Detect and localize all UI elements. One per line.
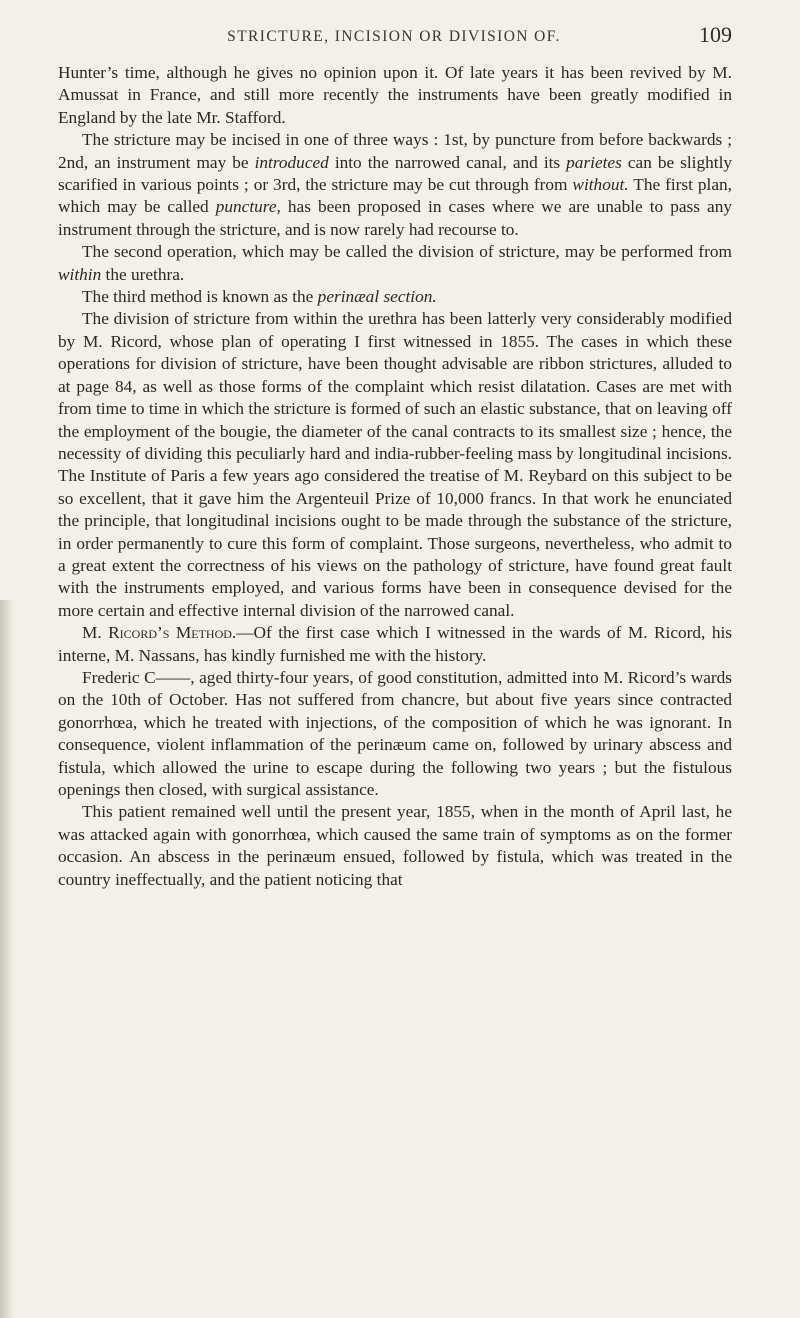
italic-text: puncture,	[215, 197, 281, 217]
paragraph	[58, 241, 732, 286]
text-segment: can be slightly scarified in various points ; or 3rd, the stricture may be cut through from	[58, 152, 733, 195]
section-heading: M. Ricord’s Method.	[82, 623, 237, 643]
text-segment: The division of stricture from within the urethra has been latterly very considerably modified by M. Ricord, whose plan of operating I first witnessed in 1855. The cases in which these operations for division of stricture, have been thought advisable are ribbon strictures, alluded to at page 84, as well as those forms of the complaint which resist dilatation. Cases are met with from time to time in which the stricture is formed of such an elastic substance, that on leaving off the employment of the bougie, the diameter of the canal contracts to its smallest size ; hence, the necessity of dividing this peculiarly hard and india-rubber-feeling mass by longitudinal incisions. The Institute of Paris a few years ago considered the treatise of M. Reybard on this subject to be so excellent, that it gave him the Argenteuil Prize of 10,000 francs. In that work he enunciated the principle, that longitudinal incisions ought to be made through the substance of the stricture, in order permanently to cure this form of complaint. Those surgeons, nevertheless, who admit to a great extent the correctness of his views on the pathology of stricture, have found great fault with the instruments employed, and various forms have been in consequence devised for the more certain and effective internal division of the narrowed canal.	[58, 309, 732, 620]
text-segment: the urethra.	[101, 264, 185, 284]
paragraph	[58, 286, 732, 308]
text-segment: Frederic C——, aged thirty-four years, of good constitution, admitted into M. Ricord’s wards on the 10th of October. Has not suffered from chancre, but about five years since contracted gonorrhœa, which he treated with injections, of the composition of which he was ignorant. In consequence, violent inflammation of the perinæum came on, followed by urinary abscess and fistula, which allowed the urine to escape during the following two years ; but the fistulous openings then closed, with surgical assistance.	[58, 667, 732, 799]
text-segment: into the narrowed canal, and its	[328, 152, 567, 172]
body-text	[58, 62, 732, 891]
page-edge-shadow	[0, 600, 14, 1318]
page-header	[56, 22, 732, 52]
text-segment: —Of the first case which I witnessed in the wards of M. Ricord, his interne, M. Nassans, has kindly furnished me with the history.	[58, 623, 732, 665]
page-number: 109	[699, 22, 732, 47]
running-head: STRICTURE, INCISION OR DIVISION OF.	[227, 28, 561, 45]
text-segment: The third method is known as the	[82, 287, 318, 307]
paragraph	[58, 308, 732, 622]
text-segment: The stricture may be incised in one of three ways : 1st, by puncture from before backwards ; 2nd, an instrument may be	[58, 130, 732, 172]
italic-text: within	[58, 264, 102, 284]
paragraph	[58, 622, 732, 667]
text-segment: has been proposed in cases where we are unable to pass any instrument through the stricture, and is now rarely had recourse to.	[58, 197, 732, 239]
italic-text: parietes	[566, 152, 622, 172]
text-segment: Hunter’s time, although he gives no opinion upon it. Of late years it has been revived by M. Amussat in France, and still more recently the instruments have been greatly modified in England by the late Mr. Stafford.	[58, 63, 732, 127]
paragraph	[58, 801, 732, 891]
paragraph	[58, 62, 732, 129]
paragraph	[58, 129, 732, 241]
text-segment: The second operation, which may be called the division of stricture, may be performed from	[82, 242, 732, 262]
italic-text: perinæal section.	[317, 287, 437, 307]
italic-text: introduced	[254, 152, 329, 172]
text-segment: The first plan, which may be called	[58, 175, 732, 217]
paragraph	[58, 667, 732, 801]
text-segment: This patient remained well until the present year, 1855, when in the month of April last, he was attacked again with gonorrhœa, which caused the same train of symptoms as on the former occasion. An abscess in the perinæum ensued, followed by fistula, which was treated in the country ineffectually, and the patient noticing that	[58, 802, 732, 889]
italic-text: without.	[572, 175, 629, 195]
